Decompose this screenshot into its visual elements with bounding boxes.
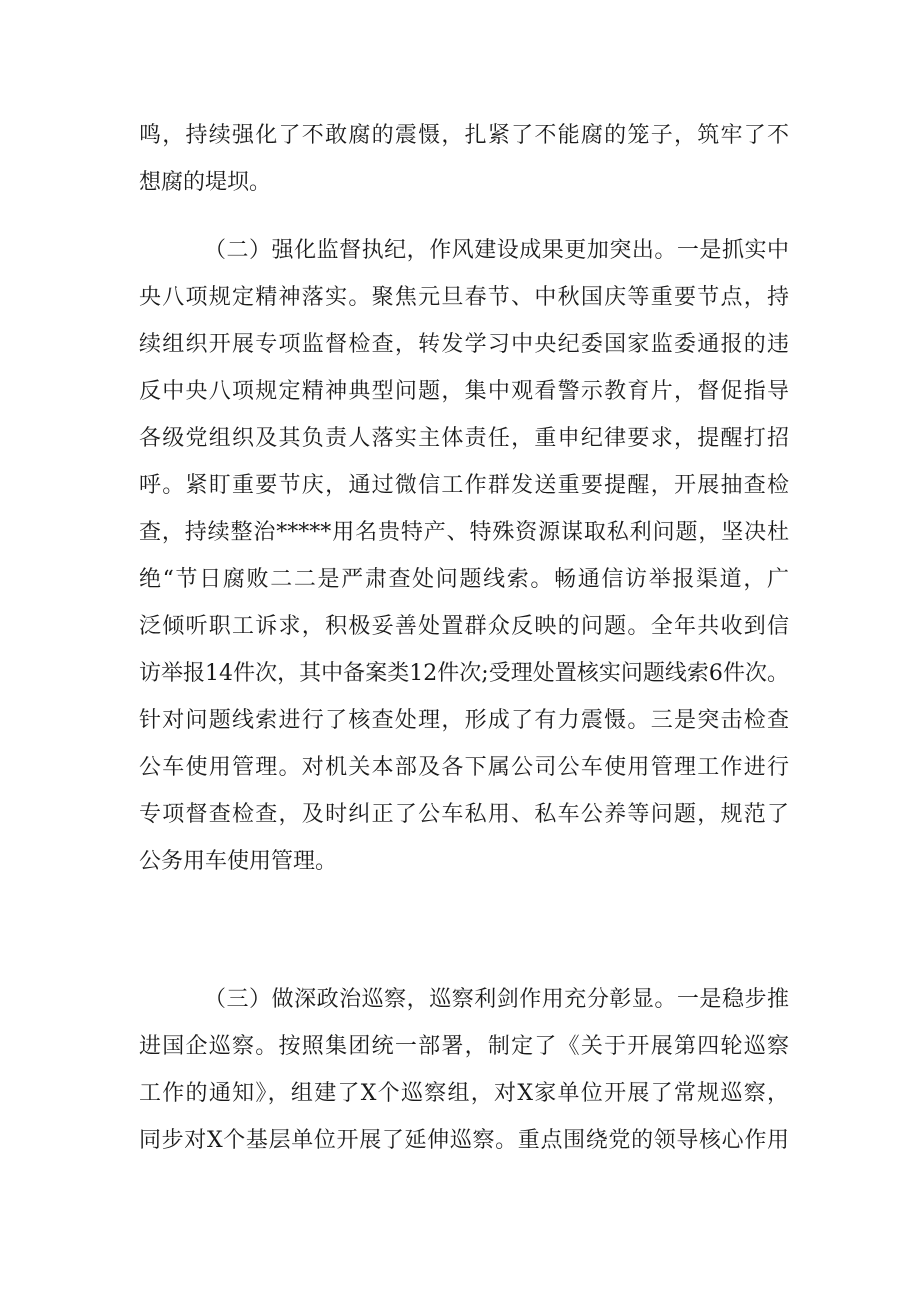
paragraph-line: 各级党组织及其负责人落实主体责任，重申纪律要求，提醒打招 [139,426,789,451]
paragraph-line: 呼。紧盯重要节庆，通过微信工作群发送重要提醒，开展抽查检 [139,473,789,498]
paragraph-line: 公车使用管理。对机关本部及各下属公司公车使用管理工作进行 [139,755,789,780]
paragraph-heading-line: （二）强化监督执纪，作风建设成果更加突出。一是抓实中 [204,238,789,263]
paragraph-line: 想腐的堤坝。 [139,170,272,195]
paragraph-line: 针对问题线索进行了核查处理，形成了有力震慑。三是突击检查 [139,708,789,733]
paragraph-line: 公务用车使用管理。 [139,849,338,874]
paragraph-line: 央八项规定精神落实。聚焦元旦春节、中秋国庆等重要节点，持 [139,285,789,310]
paragraph-line: 鸣，持续强化了不敢腐的震慑，扎紧了不能腐的笼子，筑牢了不 [139,123,789,148]
paragraph-line: 访举报14件次，其中备案类12件次;受理处置核实问题线索6件次。 [139,661,789,686]
paragraph-line: 查，持续整治*****用名贵特产、特殊资源谋取私利问题，坚决杜 [139,520,789,545]
paragraph-line: 工作的通知》，组建了X个巡察组，对X家单位开展了常规巡察， [139,1081,789,1106]
paragraph-line: 同步对X个基层单位开展了延伸巡察。重点围绕党的领导核心作用 [139,1128,789,1153]
paragraph-line: 绝“节日腐败二二是严肃查处问题线索。畅通信访举报渠道，广 [139,567,789,592]
paragraph-line: 进国企巡察。按照集团统一部署，制定了《关于开展第四轮巡察 [139,1034,789,1059]
paragraph-line: 续组织开展专项监督检查，转发学习中央纪委国家监委通报的违 [139,332,789,357]
paragraph-heading-line: （三）做深政治巡察，巡察利剑作用充分彰显。一是稳步推 [204,987,789,1012]
paragraph-line: 专项督查检查，及时纠正了公车私用、私车公养等问题，规范了 [139,802,789,827]
paragraph-line: 反中央八项规定精神典型问题，集中观看警示教育片，督促指导 [139,379,789,404]
paragraph-line: 泛倾听职工诉求，积极妥善处置群众反映的问题。全年共收到信 [139,614,789,639]
